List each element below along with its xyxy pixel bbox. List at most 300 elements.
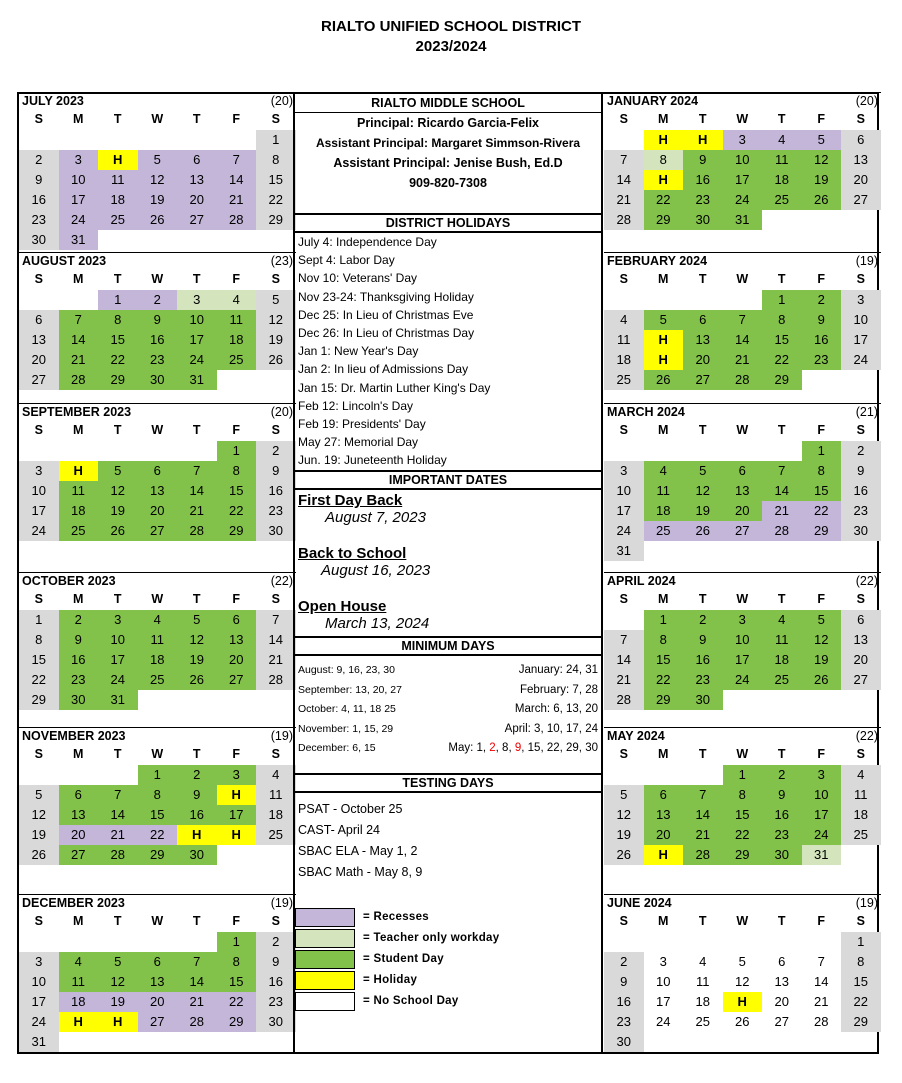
- day-cell: 17: [19, 992, 59, 1012]
- weekday-label: T: [113, 914, 122, 928]
- day-cell: 8: [217, 461, 257, 481]
- day-cell: 21: [98, 825, 138, 845]
- day-cell: [177, 932, 217, 952]
- day-cell: [762, 1032, 802, 1052]
- month-block: [19, 727, 296, 885]
- day-cell: [762, 441, 802, 461]
- day-cell: 7: [217, 150, 257, 170]
- weekday-label: W: [736, 423, 749, 437]
- day-cell: 9: [802, 310, 842, 330]
- month-day-count: (22): [270, 574, 293, 588]
- day-cell: 24: [802, 825, 842, 845]
- day-cell: 16: [841, 481, 881, 501]
- day-cell: 19: [98, 501, 138, 521]
- month-header: [604, 894, 881, 912]
- day-cell: 16: [177, 805, 217, 825]
- weekday-label: T: [698, 747, 707, 761]
- day-cell: [644, 765, 684, 785]
- day-cell: 24: [98, 670, 138, 690]
- day-cell: [841, 865, 881, 885]
- day-cell: 21: [177, 992, 217, 1012]
- day-cell: 26: [604, 845, 644, 865]
- day-cell: 9: [19, 170, 59, 190]
- day-cell: 27: [683, 370, 723, 390]
- day-cell: 30: [19, 230, 59, 250]
- principal: Principal: Ricardo Garcia-Felix: [356, 116, 539, 130]
- day-cell: 4: [59, 952, 99, 972]
- day-cell: 11: [59, 481, 99, 501]
- day-cell: 14: [256, 630, 296, 650]
- day-cell: 14: [683, 805, 723, 825]
- weekday-label: W: [736, 592, 749, 606]
- week-row: [604, 785, 881, 805]
- day-cell: 3: [604, 461, 644, 481]
- week-row: [604, 845, 881, 865]
- month-header: [19, 572, 296, 590]
- day-cell: 25: [604, 370, 644, 390]
- week-row: [604, 992, 881, 1012]
- weekday-label: S: [856, 914, 865, 928]
- day-cell: 22: [138, 825, 178, 845]
- weekday-label: S: [34, 272, 43, 286]
- day-cell: H: [644, 330, 684, 350]
- week-row: [19, 650, 296, 670]
- week-row: [604, 481, 881, 501]
- day-cell: 1: [19, 610, 59, 630]
- week-row: [19, 350, 296, 370]
- day-cell: [177, 130, 217, 150]
- day-cell: [644, 932, 684, 952]
- week-row: [19, 1012, 296, 1032]
- day-cell: 5: [683, 461, 723, 481]
- day-cell: 20: [774, 994, 789, 1009]
- day-cell: 10: [656, 974, 671, 989]
- month-day-count: (23): [270, 254, 293, 268]
- day-cell: 20: [138, 992, 178, 1012]
- month-name: FEBRUARY 2024: [607, 254, 708, 268]
- weekday-label: M: [658, 112, 669, 126]
- day-cell: 10: [802, 785, 842, 805]
- day-cell: 26: [802, 190, 842, 210]
- day-cell: 16: [762, 805, 802, 825]
- weekday-label: W: [151, 272, 164, 286]
- day-cell: 5: [138, 150, 178, 170]
- day-cell: 8: [256, 150, 296, 170]
- day-cell: 3: [659, 954, 667, 969]
- week-row: [19, 501, 296, 521]
- day-cell: 26: [177, 670, 217, 690]
- month-name: APRIL 2024: [607, 574, 676, 588]
- weekday-header: [19, 270, 296, 290]
- day-cell: 6: [217, 610, 257, 630]
- day-cell: 6: [177, 150, 217, 170]
- assistant-principal-1: Assistant Principal: Margaret Simmson-Rivera: [315, 136, 581, 150]
- month-header: [604, 403, 881, 421]
- day-cell: 17: [723, 170, 763, 190]
- day-cell: 1: [217, 441, 257, 461]
- day-cell: 20: [19, 350, 59, 370]
- weekday-label: T: [698, 112, 707, 126]
- weekday-label: F: [817, 272, 826, 286]
- day-cell: 4: [762, 610, 802, 630]
- day-cell: 12: [138, 170, 178, 190]
- day-cell: 4: [256, 765, 296, 785]
- day-cell: 21: [217, 190, 257, 210]
- weekday-label: T: [113, 423, 122, 437]
- month-name: SEPTEMBER 2023: [22, 405, 132, 419]
- day-cell: 21: [683, 825, 723, 845]
- day-cell: [138, 932, 178, 952]
- weekday-label: M: [658, 423, 669, 437]
- day-cell: 20: [217, 650, 257, 670]
- day-cell: 27: [177, 210, 217, 230]
- weekday-label: M: [73, 112, 84, 126]
- week-row: [604, 972, 881, 992]
- day-cell: 29: [138, 845, 178, 865]
- day-cell: 26: [19, 845, 59, 865]
- day-cell: 5: [644, 310, 684, 330]
- weekday-label: T: [113, 112, 122, 126]
- day-cell: [138, 230, 178, 250]
- day-cell: 26: [735, 1014, 750, 1029]
- month-header: [604, 727, 881, 745]
- month-day-count: (19): [270, 896, 293, 910]
- day-cell: 7: [723, 310, 763, 330]
- important-date-label: Back to School: [298, 545, 407, 563]
- day-cell: [138, 541, 178, 561]
- day-cell: 19: [604, 825, 644, 845]
- day-cell: [98, 441, 138, 461]
- day-cell: 13: [841, 630, 881, 650]
- day-cell: 29: [644, 690, 684, 710]
- weekday-header: [604, 270, 881, 290]
- weekday-label: M: [73, 914, 84, 928]
- day-cell: 18: [762, 650, 802, 670]
- day-cell: H: [644, 845, 684, 865]
- day-cell: 16: [604, 992, 644, 1012]
- day-cell: [841, 690, 881, 710]
- weekday-label: W: [736, 747, 749, 761]
- day-cell: 8: [138, 785, 178, 805]
- day-cell: [177, 441, 217, 461]
- day-cell: [604, 441, 644, 461]
- day-cell: 7: [59, 310, 99, 330]
- day-cell: 14: [604, 170, 644, 190]
- weekday-header: [604, 110, 881, 130]
- weekday-label: F: [817, 592, 826, 606]
- day-cell: 13: [138, 972, 178, 992]
- day-cell: 20: [138, 501, 178, 521]
- day-cell: 16: [59, 650, 99, 670]
- day-cell: 19: [802, 650, 842, 670]
- day-cell: [19, 441, 59, 461]
- day-cell: 2: [256, 932, 296, 952]
- day-cell: 25: [217, 350, 257, 370]
- day-cell: 14: [98, 805, 138, 825]
- day-cell: [256, 865, 296, 885]
- holiday-item: Nov 10: Veterans' Day: [298, 271, 418, 286]
- day-cell: [762, 230, 802, 250]
- weekday-label: W: [151, 592, 164, 606]
- day-cell: 22: [802, 501, 842, 521]
- weekday-label: T: [192, 112, 201, 126]
- month-name: JUNE 2024: [607, 896, 672, 910]
- week-row: [19, 952, 296, 972]
- weekday-label: F: [817, 914, 826, 928]
- day-cell: 27: [723, 521, 763, 541]
- legend-label: = Teacher only workday: [363, 932, 500, 945]
- day-cell: 19: [683, 501, 723, 521]
- day-cell: 10: [841, 310, 881, 330]
- week-row: [19, 230, 296, 250]
- day-cell: 8: [644, 150, 684, 170]
- day-cell: 31: [723, 210, 763, 230]
- day-cell: 6: [841, 610, 881, 630]
- week-row: [604, 501, 881, 521]
- weekday-label: M: [73, 592, 84, 606]
- day-cell: [762, 690, 802, 710]
- weekday-label: F: [817, 112, 826, 126]
- day-cell: 6: [138, 461, 178, 481]
- day-cell: 13: [723, 481, 763, 501]
- weekday-label: S: [619, 423, 628, 437]
- legend-label: = No School Day: [363, 995, 459, 1008]
- day-cell: 7: [817, 954, 825, 969]
- month-header: [19, 92, 296, 110]
- day-cell: 27: [138, 521, 178, 541]
- weekday-label: S: [271, 592, 280, 606]
- day-cell: 17: [841, 330, 881, 350]
- month-block: [604, 252, 881, 410]
- month-name: DECEMBER 2023: [22, 896, 125, 910]
- day-cell: 10: [59, 170, 99, 190]
- month-header: [19, 727, 296, 745]
- week-row: [19, 170, 296, 190]
- important-date-value: August 7, 2023: [325, 509, 426, 527]
- day-cell: [723, 541, 763, 561]
- day-cell: 31: [59, 230, 99, 250]
- important-date-label: First Day Back: [298, 492, 403, 510]
- week-row: [19, 541, 296, 561]
- day-cell: 28: [723, 370, 763, 390]
- minimum-may: May: 1, 2, 8, 9, 15, 22, 29, 30: [448, 742, 598, 755]
- month-day-count: (20): [270, 94, 293, 108]
- important-dates-title: IMPORTANT DATES: [295, 470, 601, 490]
- day-cell: 24: [604, 521, 644, 541]
- day-cell: 9: [138, 310, 178, 330]
- day-cell: 29: [256, 210, 296, 230]
- legend-label: = Recesses: [363, 911, 429, 924]
- day-cell: [256, 230, 296, 250]
- day-cell: 4: [699, 954, 707, 969]
- weekday-label: S: [856, 423, 865, 437]
- day-cell: [762, 210, 802, 230]
- weekday-label: S: [619, 914, 628, 928]
- day-cell: [644, 1032, 684, 1052]
- day-cell: 26: [683, 521, 723, 541]
- day-cell: [841, 845, 881, 865]
- day-cell: [841, 230, 881, 250]
- day-cell: 7: [177, 952, 217, 972]
- day-cell: 29: [217, 1012, 257, 1032]
- day-cell: 7: [604, 630, 644, 650]
- weekday-label: F: [232, 914, 241, 928]
- day-cell: [256, 1032, 296, 1052]
- day-cell: 25: [695, 1014, 710, 1029]
- day-cell: 3: [723, 130, 763, 150]
- day-cell: 5: [738, 954, 746, 969]
- day-cell: 29: [644, 210, 684, 230]
- day-cell: 28: [683, 845, 723, 865]
- weekday-label: F: [232, 747, 241, 761]
- week-row: [19, 610, 296, 630]
- week-row: [604, 865, 881, 885]
- day-cell: [683, 932, 723, 952]
- day-cell: [59, 541, 99, 561]
- day-cell: 11: [696, 974, 710, 989]
- day-cell: 11: [256, 785, 296, 805]
- weekday-label: T: [698, 592, 707, 606]
- day-cell: 2: [177, 765, 217, 785]
- holiday-item: Sept 4: Labor Day: [298, 253, 395, 268]
- weekday-label: M: [73, 423, 84, 437]
- day-cell: 20: [644, 825, 684, 845]
- day-cell: 30: [841, 521, 881, 541]
- day-cell: [217, 230, 257, 250]
- day-cell: 10: [19, 972, 59, 992]
- day-cell: 22: [98, 350, 138, 370]
- day-cell: 9: [683, 630, 723, 650]
- day-cell: 21: [177, 501, 217, 521]
- day-cell: 18: [644, 501, 684, 521]
- day-cell: [723, 290, 763, 310]
- day-cell: [138, 441, 178, 461]
- day-cell: [177, 1032, 217, 1052]
- month-block: [604, 92, 881, 250]
- day-cell: 28: [177, 1012, 217, 1032]
- legend-swatch: [295, 992, 355, 1011]
- day-cell: 17: [656, 994, 671, 1009]
- day-cell: 11: [138, 630, 178, 650]
- week-row: [604, 1012, 881, 1032]
- day-cell: 15: [217, 972, 257, 992]
- day-cell: [841, 370, 881, 390]
- day-cell: 13: [59, 805, 99, 825]
- day-cell: 20: [723, 501, 763, 521]
- day-cell: [802, 541, 842, 561]
- day-cell: 14: [814, 974, 829, 989]
- weekday-label: S: [856, 112, 865, 126]
- week-row: [604, 670, 881, 690]
- day-cell: 21: [723, 350, 763, 370]
- day-cell: 16: [138, 330, 178, 350]
- important-date-value: August 16, 2023: [321, 562, 431, 580]
- day-cell: [59, 932, 99, 952]
- week-row: [604, 210, 881, 230]
- day-cell: 10: [98, 630, 138, 650]
- day-cell: 6: [138, 952, 178, 972]
- weekday-header: [604, 590, 881, 610]
- month-header: [604, 252, 881, 270]
- day-cell: 1: [217, 932, 257, 952]
- day-cell: [138, 130, 178, 150]
- day-cell: H: [644, 170, 684, 190]
- day-cell: 12: [177, 630, 217, 650]
- day-cell: [19, 290, 59, 310]
- month-block: [19, 572, 296, 730]
- weekday-label: T: [698, 272, 707, 286]
- weekday-label: W: [151, 423, 164, 437]
- weekday-label: T: [777, 914, 786, 928]
- day-cell: [644, 230, 684, 250]
- week-row: [604, 630, 881, 650]
- day-cell: 3: [723, 610, 763, 630]
- week-row: [604, 130, 881, 150]
- week-row: [19, 150, 296, 170]
- week-row: [604, 370, 881, 390]
- day-cell: [177, 865, 217, 885]
- month-block: [19, 403, 296, 561]
- day-cell: [802, 210, 842, 230]
- legend-swatch: [295, 929, 355, 948]
- day-cell: 6: [683, 310, 723, 330]
- day-cell: [217, 865, 257, 885]
- day-cell: 22: [217, 501, 257, 521]
- day-cell: 2: [841, 441, 881, 461]
- day-cell: 14: [217, 170, 257, 190]
- week-row: [19, 972, 296, 992]
- day-cell: 31: [177, 370, 217, 390]
- day-cell: 1: [723, 765, 763, 785]
- day-cell: [802, 230, 842, 250]
- weekday-label: T: [192, 914, 201, 928]
- day-cell: 23: [59, 670, 99, 690]
- weekday-label: T: [777, 272, 786, 286]
- day-cell: 18: [138, 650, 178, 670]
- day-cell: [723, 230, 763, 250]
- day-cell: 17: [604, 501, 644, 521]
- day-cell: 7: [98, 785, 138, 805]
- weekday-label: F: [817, 423, 826, 437]
- week-row: [604, 805, 881, 825]
- day-cell: [683, 290, 723, 310]
- day-cell: 25: [644, 521, 684, 541]
- day-cell: 16: [256, 972, 296, 992]
- day-cell: [217, 130, 257, 150]
- day-cell: 26: [256, 350, 296, 370]
- minimum-left: November: 1, 15, 29: [298, 722, 394, 735]
- day-cell: [683, 230, 723, 250]
- minimum-right: April: 3, 10, 17, 24: [504, 722, 598, 735]
- week-row: [604, 610, 881, 630]
- day-cell: 16: [802, 330, 842, 350]
- day-cell: 27: [774, 1014, 789, 1029]
- day-cell: [802, 1032, 842, 1052]
- day-cell: 15: [256, 170, 296, 190]
- week-row: [604, 765, 881, 785]
- day-cell: 19: [802, 170, 842, 190]
- weekday-label: M: [658, 272, 669, 286]
- day-cell: 30: [604, 1032, 644, 1052]
- day-cell: 25: [256, 825, 296, 845]
- day-cell: 2: [19, 150, 59, 170]
- day-cell: H: [59, 461, 99, 481]
- week-row: [604, 230, 881, 250]
- day-cell: 17: [98, 650, 138, 670]
- day-cell: [644, 441, 684, 461]
- day-cell: 29: [802, 521, 842, 541]
- weekday-header: [19, 110, 296, 130]
